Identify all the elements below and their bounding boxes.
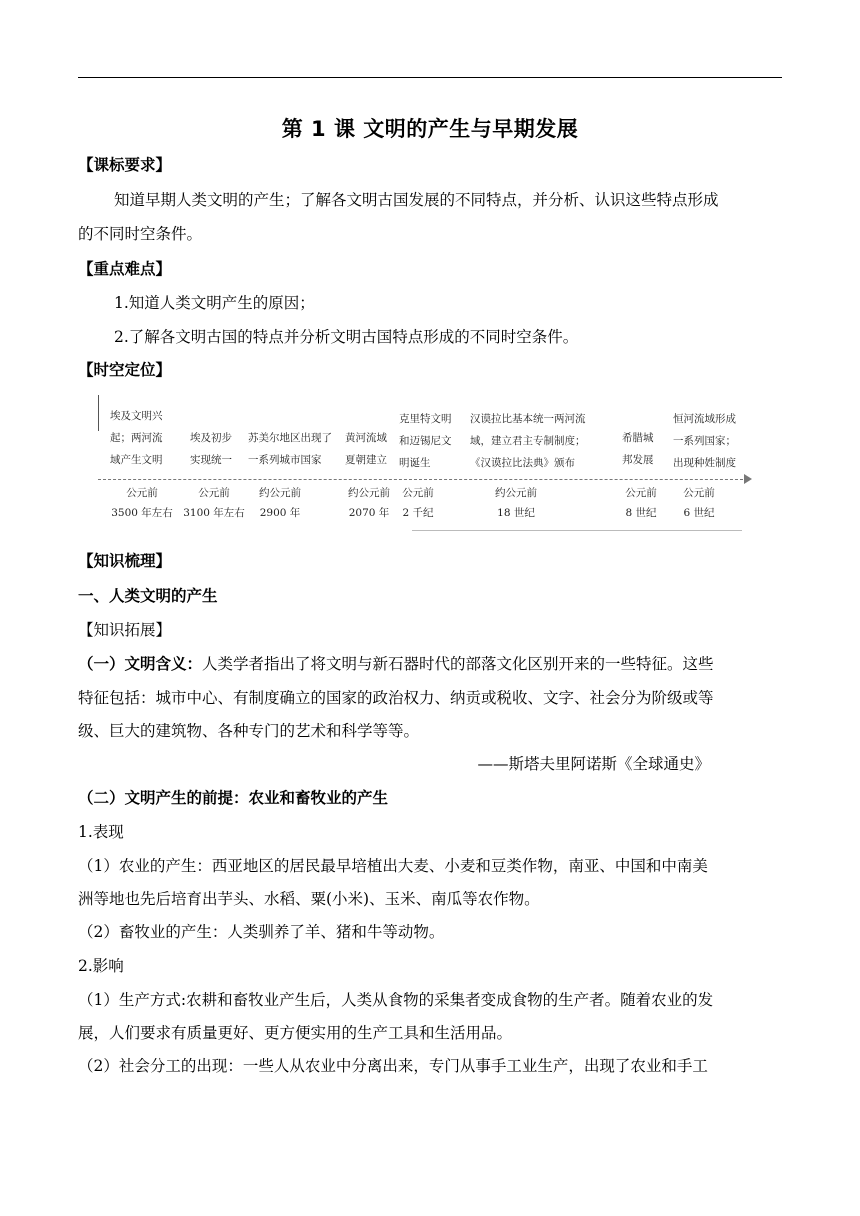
zhongdian-item-1: 1.知道人类文明产生的原因；: [114, 294, 315, 312]
timeline-date-6: 约公元前 18 世纪: [495, 487, 537, 519]
agriculture-line-1: （1）农业的产生：西亚地区的居民最早培植出大麦、小麦和豆类作物，南亚、中国和中南美: [78, 857, 708, 875]
production-line-1: （1）生产方式:农耕和畜牧业产生后，人类从食物的采集者变成食物的生产者。随着农业的发: [78, 991, 714, 1009]
biaoxian-heading: 1.表现: [78, 823, 124, 841]
definition-line-2: 特征包括：城市中心、有制度确立的国家的政治权力、纳贡或税收、文字、社会分为阶级或等: [78, 689, 714, 707]
timeline-bottom-rule: [412, 530, 742, 531]
er-heading: （二）文明产生的前提：农业和畜牧业的产生: [78, 789, 389, 807]
division-line-1: （2）社会分工的出现：一些人从农业中分离出来，专门从事手工业生产，出现了农业和手工: [78, 1057, 708, 1075]
timeline-start-bar: [98, 395, 99, 431]
zhishi-heading: 【知识梳理】: [78, 552, 172, 570]
agriculture-line-2: 洲等地也先后培育出芋头、水稻、粟(小米)、玉米、南瓜等农作物。: [78, 890, 540, 908]
timeline-event-4: 黄河流域 夏朝建立: [345, 432, 387, 466]
definition-text-1: 人类学者指出了将文明与新石器时代的部落文化区别开来的一些特征。这些: [202, 655, 714, 673]
husbandry-line: （2）畜牧业的产生：人类驯养了羊、猪和牛等动物。: [78, 923, 445, 941]
definition-line-3: 级、巨大的建筑物、各种专门的艺术和科学等等。: [78, 722, 420, 740]
zhongdian-item-2: 2.了解各文明古国的特点并分析文明古国特点形成的不同时空条件。: [114, 328, 579, 346]
timeline-event-2: 埃及初步 实现统一: [190, 432, 232, 466]
timeline-axis: [98, 479, 748, 480]
timeline-event-7: 希腊城 邦发展: [622, 432, 654, 466]
production-line-2: 展，人们要求有质量更好、更方便实用的生产工具和生活用品。: [78, 1024, 513, 1042]
timeline-date-1: 公元前 3500 年左右: [111, 487, 173, 519]
definition-line-1: [78, 654, 784, 674]
timeline-event-6: 汉谟拉比基本统一两河流 域，建立君主专制制度； 《汉谟拉比法典》颁布: [470, 413, 586, 469]
page-title: 第 1 课 文明的产生与早期发展: [281, 117, 579, 141]
timeline-arrow-icon: [744, 474, 752, 484]
timeline-date-2: 公元前 3100 年左右: [183, 487, 245, 519]
timeline-event-8: 恒河流域形成 一系列国家； 出现种姓制度: [673, 413, 736, 469]
header-rule: [78, 77, 782, 78]
quote-source: ——斯塔夫里阿诺斯《全球通史》: [477, 755, 710, 773]
timeline-figure: [92, 393, 762, 535]
timeline-event-1: 埃及文明兴 起；两河流 域产生文明: [110, 410, 163, 466]
yingxiang-heading: 2.影响: [78, 957, 124, 975]
zhongdian-heading: 【重点难点】: [78, 260, 172, 278]
kebiao-line-1: 知道早期人类文明的产生；了解各文明古国发展的不同特点，并分析、认识这些特点形成: [114, 191, 719, 209]
part1-heading: 一、人类文明的产生: [78, 587, 218, 605]
kebiao-line-2: 的不同时空条件。: [78, 225, 203, 243]
definition-label: （一）文明含义：: [78, 655, 203, 673]
tuozhan-heading: 【知识拓展】: [78, 621, 172, 639]
shikong-heading: 【时空定位】: [78, 361, 172, 379]
timeline-date-4: 约公元前 2070 年: [348, 487, 390, 519]
timeline-event-3: 苏美尔地区出现了 一系列城市国家: [248, 432, 332, 466]
timeline-date-5: 公元前 2 千纪: [402, 487, 434, 519]
kebiao-heading: 【课标要求】: [78, 156, 172, 174]
timeline-date-8: 公元前 6 世纪: [683, 487, 715, 519]
timeline-date-7: 公元前 8 世纪: [625, 487, 657, 519]
timeline-event-5: 克里特文明 和迈锡尼文 明诞生: [399, 413, 452, 469]
timeline-date-3: 约公元前 2900 年: [259, 487, 301, 519]
